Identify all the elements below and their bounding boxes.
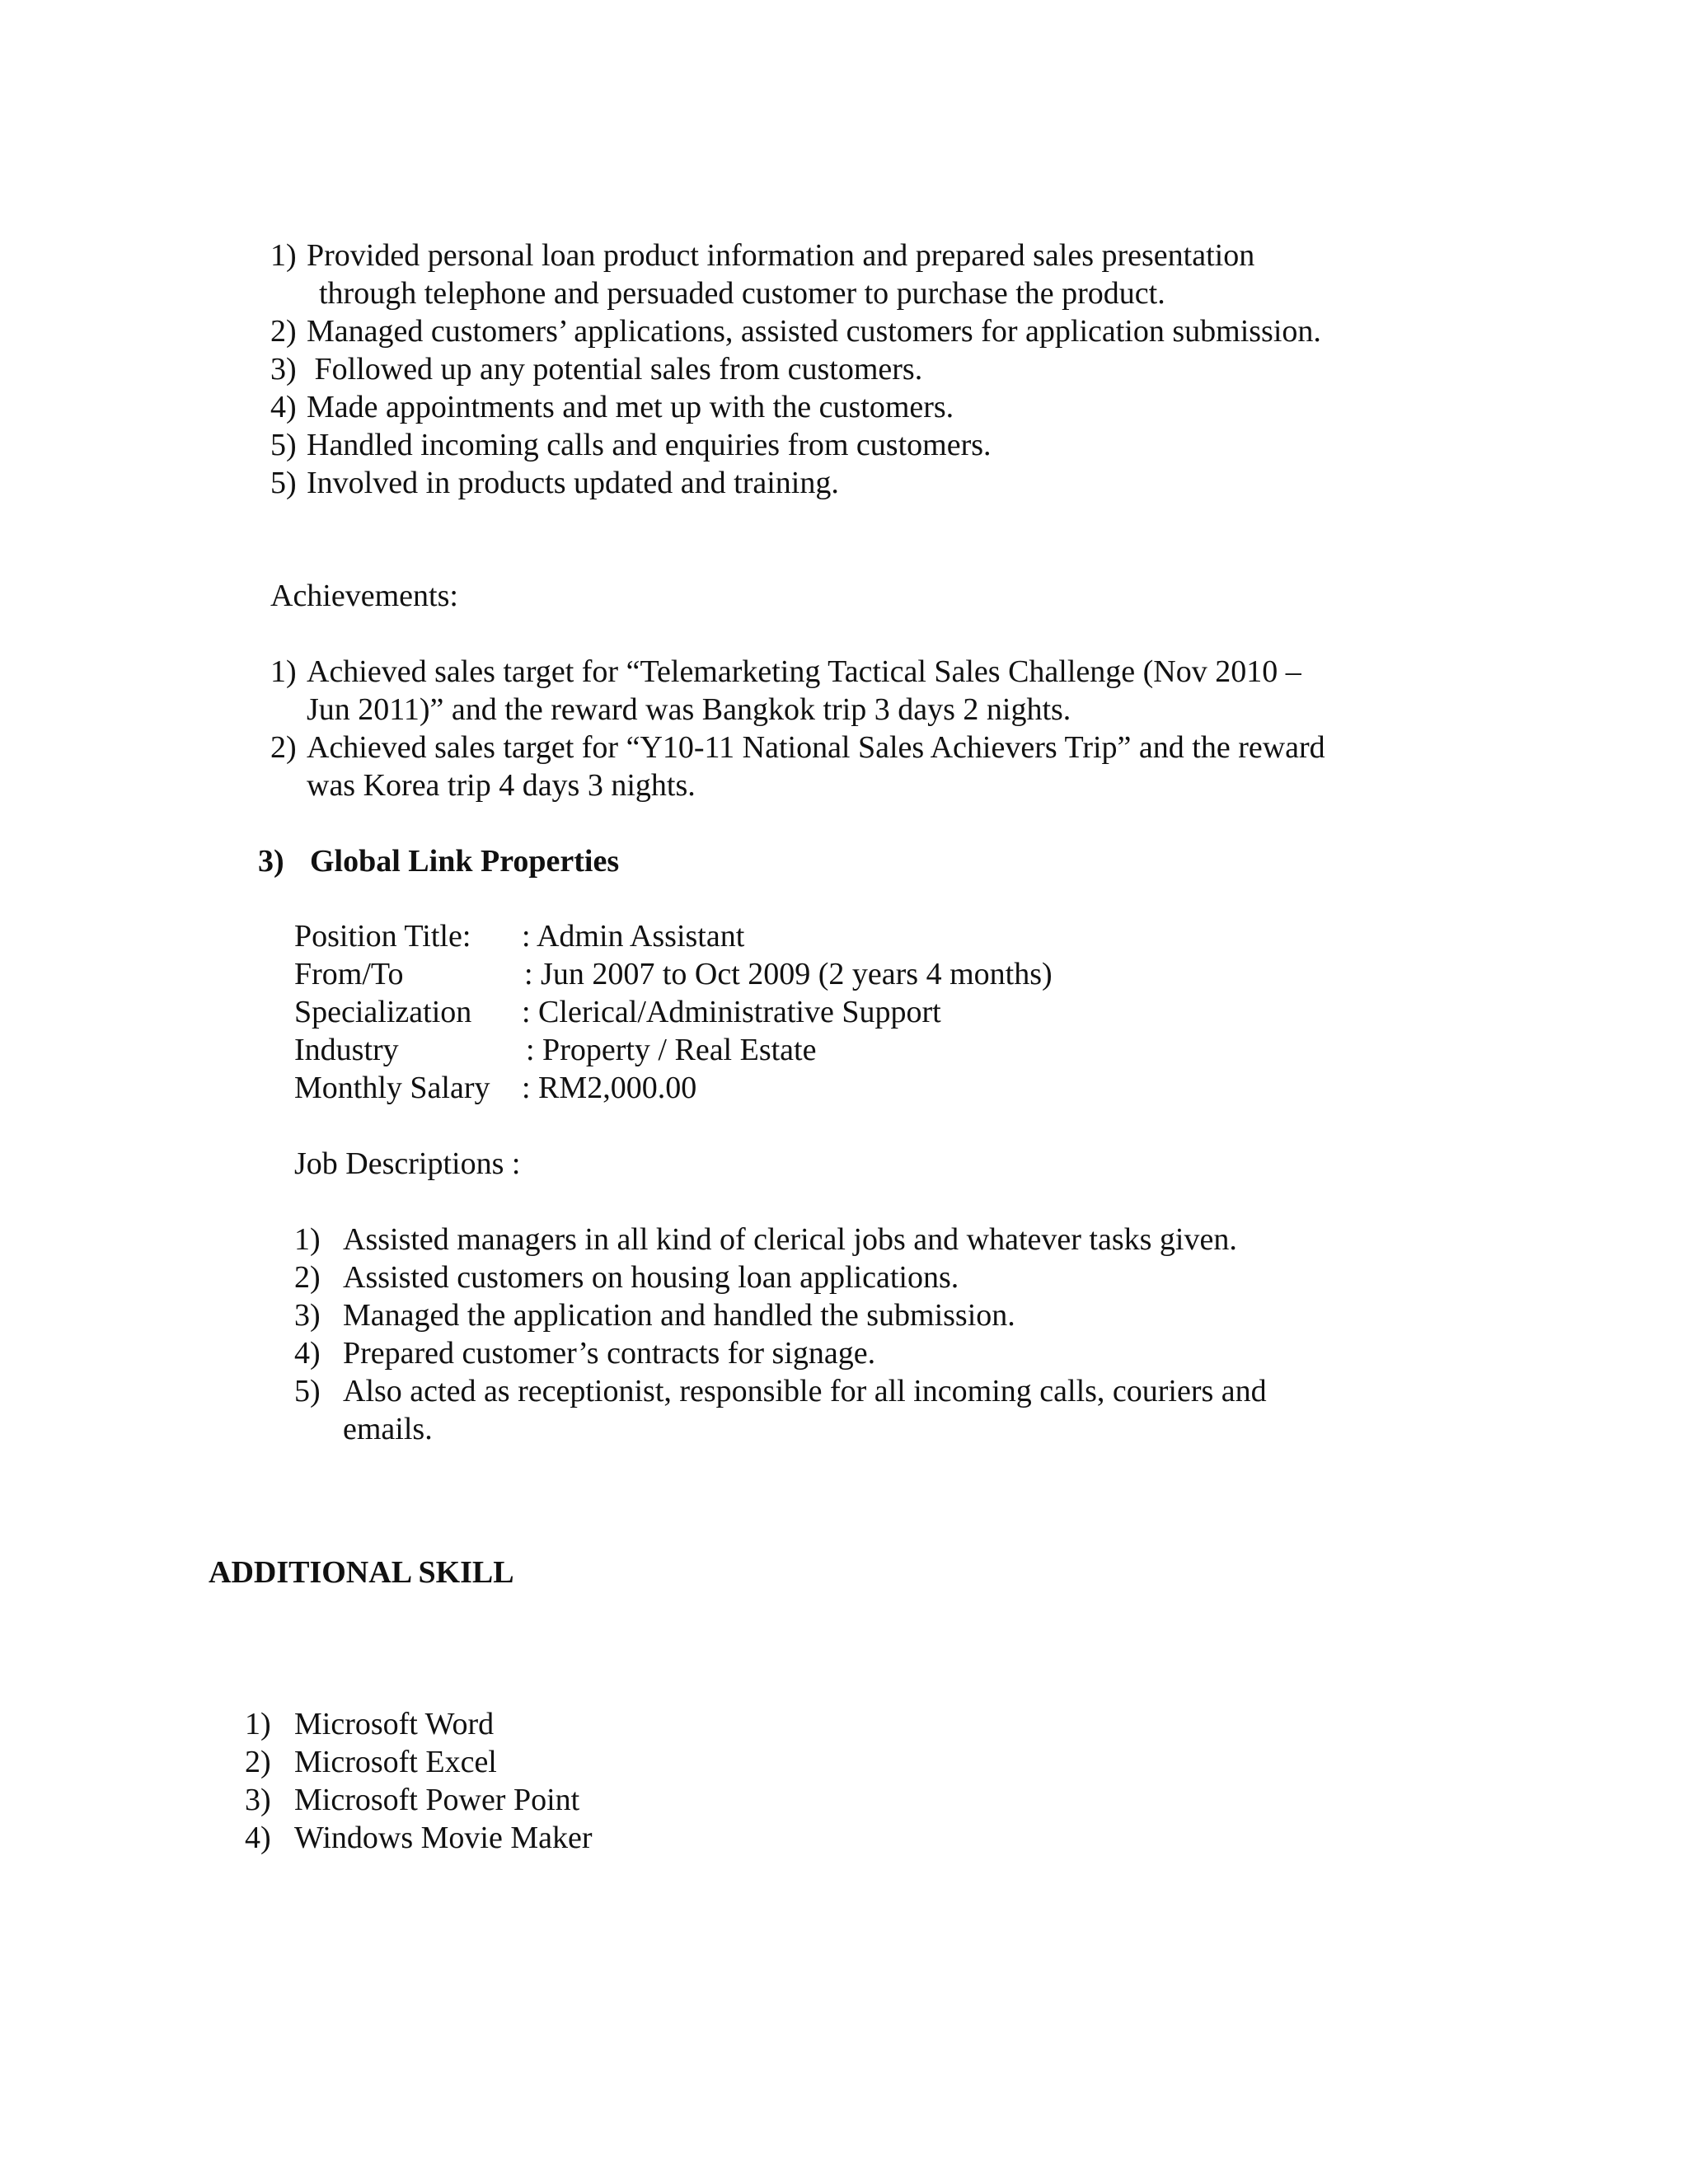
list-item-continuation: Jun 2011)” and the reward was Bangkok trip 3 days 2 nights.: [307, 692, 1071, 727]
list-item-continuation: emails.: [343, 1412, 433, 1446]
list-item: Provided personal loan product information and prepared sales presentation: [307, 238, 1255, 273]
list-item: Handled incoming calls and enquiries from customers.: [307, 428, 992, 462]
list-number: 3): [270, 352, 297, 387]
list-item: Windows Movie Maker: [294, 1821, 593, 1855]
list-item: Microsoft Word: [294, 1707, 495, 1741]
list-number: 1): [294, 1222, 321, 1257]
list-number: 2): [245, 1745, 271, 1779]
field-value-specialization: : Clerical/Administrative Support: [522, 995, 941, 1029]
list-item: Managed the application and handled the submission.: [343, 1298, 1015, 1333]
list-item: Microsoft Power Point: [294, 1783, 580, 1817]
field-label-salary: Monthly Salary: [294, 1071, 490, 1105]
field-value-industry: : Property / Real Estate: [526, 1033, 817, 1067]
list-number: 1): [270, 654, 297, 689]
list-item-continuation: was Korea trip 4 days 3 nights.: [307, 768, 696, 803]
job-descriptions-heading: Job Descriptions :: [294, 1146, 521, 1181]
list-number: 2): [294, 1260, 321, 1295]
field-label-period: From/To: [294, 957, 404, 991]
list-number: 4): [294, 1336, 321, 1371]
list-item-continuation: through telephone and persuaded customer to purchase the product.: [319, 276, 1165, 311]
list-number: 2): [270, 314, 297, 349]
list-item: Achieved sales target for “Y10-11 National Sales Achievers Trip” and the reward: [307, 730, 1325, 765]
field-value-period: : Jun 2007 to Oct 2009 (2 years 4 months): [524, 957, 1053, 991]
field-label-industry: Industry: [294, 1033, 399, 1067]
list-number: 3): [294, 1298, 321, 1333]
list-item: Made appointments and met up with the customers.: [307, 390, 954, 424]
field-value-salary: : RM2,000.00: [522, 1071, 697, 1105]
list-item: Assisted managers in all kind of clerical jobs and whatever tasks given.: [343, 1222, 1237, 1257]
list-item: Microsoft Excel: [294, 1745, 497, 1779]
list-number: 2): [270, 730, 297, 765]
company-name: Global Link Properties: [310, 844, 620, 879]
list-item: Assisted customers on housing loan applications.: [343, 1260, 959, 1295]
list-number: 5): [270, 428, 297, 462]
list-number: 5): [294, 1374, 321, 1408]
job-number: 3): [258, 844, 284, 879]
section-heading-skills: ADDITIONAL SKILL: [209, 1555, 514, 1590]
list-number: 4): [245, 1821, 271, 1855]
list-number: 1): [245, 1707, 271, 1741]
field-label-specialization: Specialization: [294, 995, 472, 1029]
list-item: Followed up any potential sales from customers.: [307, 352, 923, 387]
list-number: 1): [270, 238, 297, 273]
list-item: Managed customers’ applications, assisted customers for application submission.: [307, 314, 1321, 349]
achievements-heading: Achievements:: [270, 579, 458, 613]
field-value-position: : Admin Assistant: [522, 919, 745, 954]
list-item: Also acted as receptionist, responsible for all incoming calls, couriers and: [343, 1374, 1267, 1408]
list-item: Prepared customer’s contracts for signage.: [343, 1336, 876, 1371]
list-item: Involved in products updated and training.: [307, 466, 839, 500]
field-label-position: Position Title:: [294, 919, 471, 954]
list-number: 5): [270, 466, 297, 500]
list-item: Achieved sales target for “Telemarketing Tactical Sales Challenge (Nov 2010 –: [307, 654, 1301, 689]
list-number: 3): [245, 1783, 271, 1817]
list-number: 4): [270, 390, 297, 424]
